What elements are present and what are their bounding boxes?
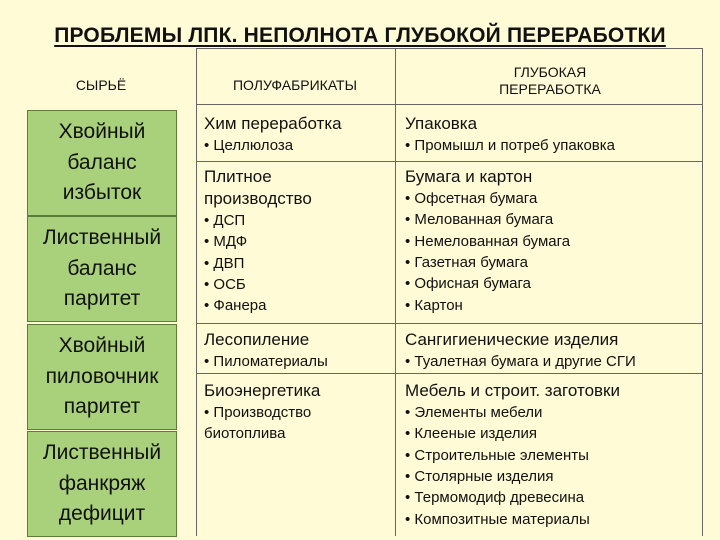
deep-title-3: Сангигиенические изделия — [405, 330, 619, 349]
divider — [196, 48, 197, 536]
divider — [196, 161, 702, 162]
raw-material-4 — [27, 431, 177, 537]
divider — [395, 48, 396, 536]
raw-material-1 — [27, 110, 177, 216]
deep-item: • Офисная бумага — [405, 275, 531, 293]
page-title: ПРОБЛЕМЫ ЛПК. НЕПОЛНОТА ГЛУБОКОЙ ПЕРЕРАБОТКИ — [54, 24, 666, 47]
header-deep — [400, 56, 700, 106]
raw-material-2 — [27, 216, 177, 322]
header-semi: ПОЛУФАБРИКАТЫ — [232, 77, 358, 94]
semi-title-1: Хим переработка — [204, 114, 342, 133]
raw-material-4-name: Лиственный — [42, 441, 162, 465]
deep-item: • Газетная бумага — [405, 253, 528, 271]
semi-cell-2 — [204, 166, 392, 317]
deep-cell-3 — [405, 329, 700, 372]
divider — [702, 48, 703, 536]
deep-item: • Туалетная бумага и другие СГИ — [405, 353, 636, 371]
deep-cell-2 — [405, 166, 700, 316]
semi-item: • ДСП — [204, 212, 246, 230]
deep-item: • Промышл и потреб упаковка — [405, 137, 615, 155]
divider — [196, 373, 702, 374]
raw-material-3-type: пиловочник — [45, 364, 159, 388]
semi-cell-4 — [204, 380, 392, 445]
semi-item: • Производство — [204, 404, 312, 422]
header-deep-line2: ПЕРЕРАБОТКА — [499, 81, 601, 97]
raw-material-4-status: дефицит — [58, 502, 146, 526]
deep-item: • Картон — [405, 296, 463, 314]
semi-item-cont: биотоплива — [204, 425, 286, 443]
semi-item: • ОСБ — [204, 276, 246, 294]
divider — [196, 104, 702, 105]
deep-item: • Элементы мебели — [405, 404, 543, 422]
deep-item: • Строительные элементы — [405, 446, 589, 464]
semi-title-3: Лесопиление — [204, 330, 310, 349]
deep-item: • Композитные материалы — [405, 510, 590, 528]
semi-item: • МДФ — [204, 233, 248, 251]
raw-material-2-type: баланс — [67, 256, 137, 280]
deep-item: • Термомодиф древесина — [405, 489, 585, 507]
semi-item: • ДВП — [204, 254, 245, 272]
divider — [196, 323, 702, 324]
semi-item: • Фанера — [204, 297, 267, 315]
semi-title-2b: производство — [204, 189, 312, 209]
semi-cell-3 — [204, 329, 392, 372]
deep-item: • Клееные изделия — [405, 425, 537, 443]
semi-item: • Пиломатериалы — [204, 353, 328, 371]
raw-material-2-status: паритет — [63, 287, 141, 311]
raw-material-3-status: паритет — [63, 395, 141, 419]
raw-material-3 — [27, 324, 177, 430]
semi-item: • Целлюлоза — [204, 137, 294, 155]
deep-cell-1 — [405, 113, 700, 156]
deep-title-4: Мебель и строит. заготовки — [405, 381, 620, 400]
deep-title-2: Бумага и картон — [405, 167, 533, 186]
raw-material-4-type: фанкряж — [58, 471, 146, 495]
raw-material-1-name: Хвойный — [58, 120, 146, 144]
semi-cell-1 — [204, 113, 392, 156]
deep-item: • Мелованная бумага — [405, 211, 554, 229]
deep-cell-4 — [405, 380, 700, 530]
raw-material-2-name: Лиственный — [42, 226, 162, 250]
raw-material-1-type: баланс — [67, 150, 137, 174]
raw-material-1-status: избыток — [62, 181, 142, 205]
semi-title-2a: Плитное — [204, 167, 272, 186]
header-deep-line1: ГЛУБОКАЯ — [513, 63, 587, 80]
raw-material-3-name: Хвойный — [58, 334, 146, 358]
deep-title-1: Упаковка — [405, 114, 478, 133]
deep-item: • Столярные изделия — [405, 467, 554, 485]
deep-item: • Немелованная бумага — [405, 232, 571, 250]
divider — [196, 48, 702, 49]
deep-item: • Офсетная бумага — [405, 190, 538, 208]
semi-title-4: Биоэнергетика — [204, 381, 321, 400]
header-raw: СЫРЬЁ — [75, 77, 127, 94]
